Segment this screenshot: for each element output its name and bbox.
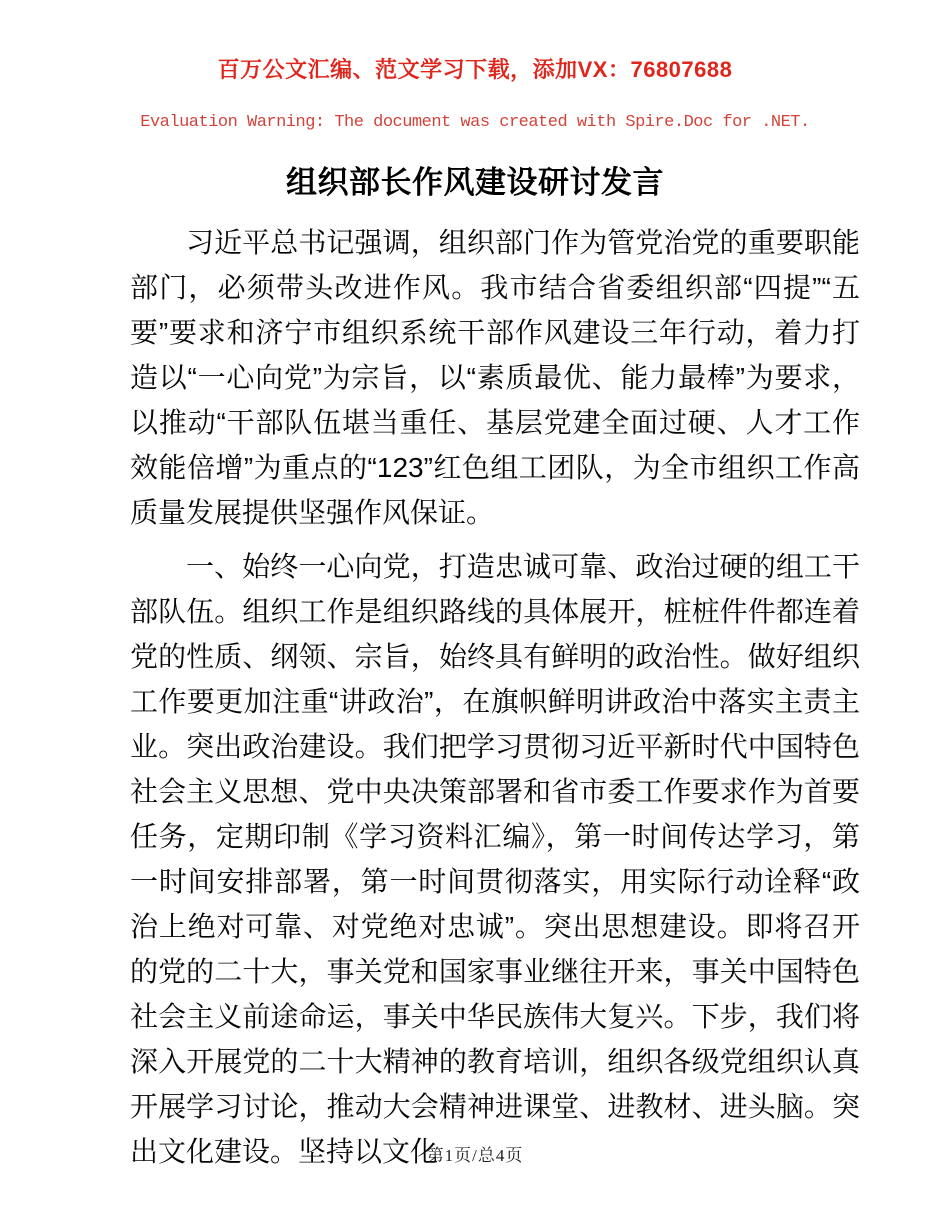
header-notice: 百万公文汇编、范文学习下载，添加VX：76807688 <box>217 57 733 82</box>
evaluation-warning: Evaluation Warning: The document was created with Spire.Doc for .NET. <box>140 113 810 132</box>
paragraph: 习近平总书记强调，组织部门作为管党治党的重要职能部门，必须带头改进作风。我市结合省委组织部“四提”“五要”要求和济宁市组织系统干部作风建设三年行动，着力打造以“一心向党”为宗旨，以“素质最优、能力最棒”为要求，以推动“干部队伍堪当重任、基层党建全面过硬、人才工作效能倍增”为重点的“123”红色组工团队，为全市组织工作高质量发展提供坚强作风保证。 <box>130 227 860 528</box>
paragraph: 一、始终一心向党，打造忠诚可靠、政治过硬的组工干部队伍。组织工作是组织路线的具体展开，桩桩件件都连着党的性质、纲领、宗旨，始终具有鲜明的政治性。做好组织工作要更加注重“讲政治”，在旗帜鲜明讲政治中落实主责主业。突出政治建设。我们把学习贯彻习近平新时代中国特色社会主义思想、党中央决策部署和省市委工作要求作为首要任务，定期印制《学习资料汇编》，第一时间传达学习，第一时间安排部署，第一时间贯彻落实，用实际行动诠释“政治上绝对可靠、对党绝对忠诚”。突出思想建设。即将召开的党的二十大，事关党和国家事业继往开来，事关中国特色社会主义前途命运，事关中华民族伟大复兴。下步，我们将深入开展党的二十大精神的教育培训，组织各级党组织认真开展学习讨论，推动大会精神进课堂、进教材、进头脑。突出文化建设。坚持以文化 <box>130 551 860 1167</box>
page-footer <box>0 1141 950 1166</box>
page-number-label: 第1页/总4页 <box>426 1146 524 1165</box>
document-title: 组织部长作风建设研讨发言 <box>286 165 664 200</box>
document-body <box>130 220 860 1174</box>
